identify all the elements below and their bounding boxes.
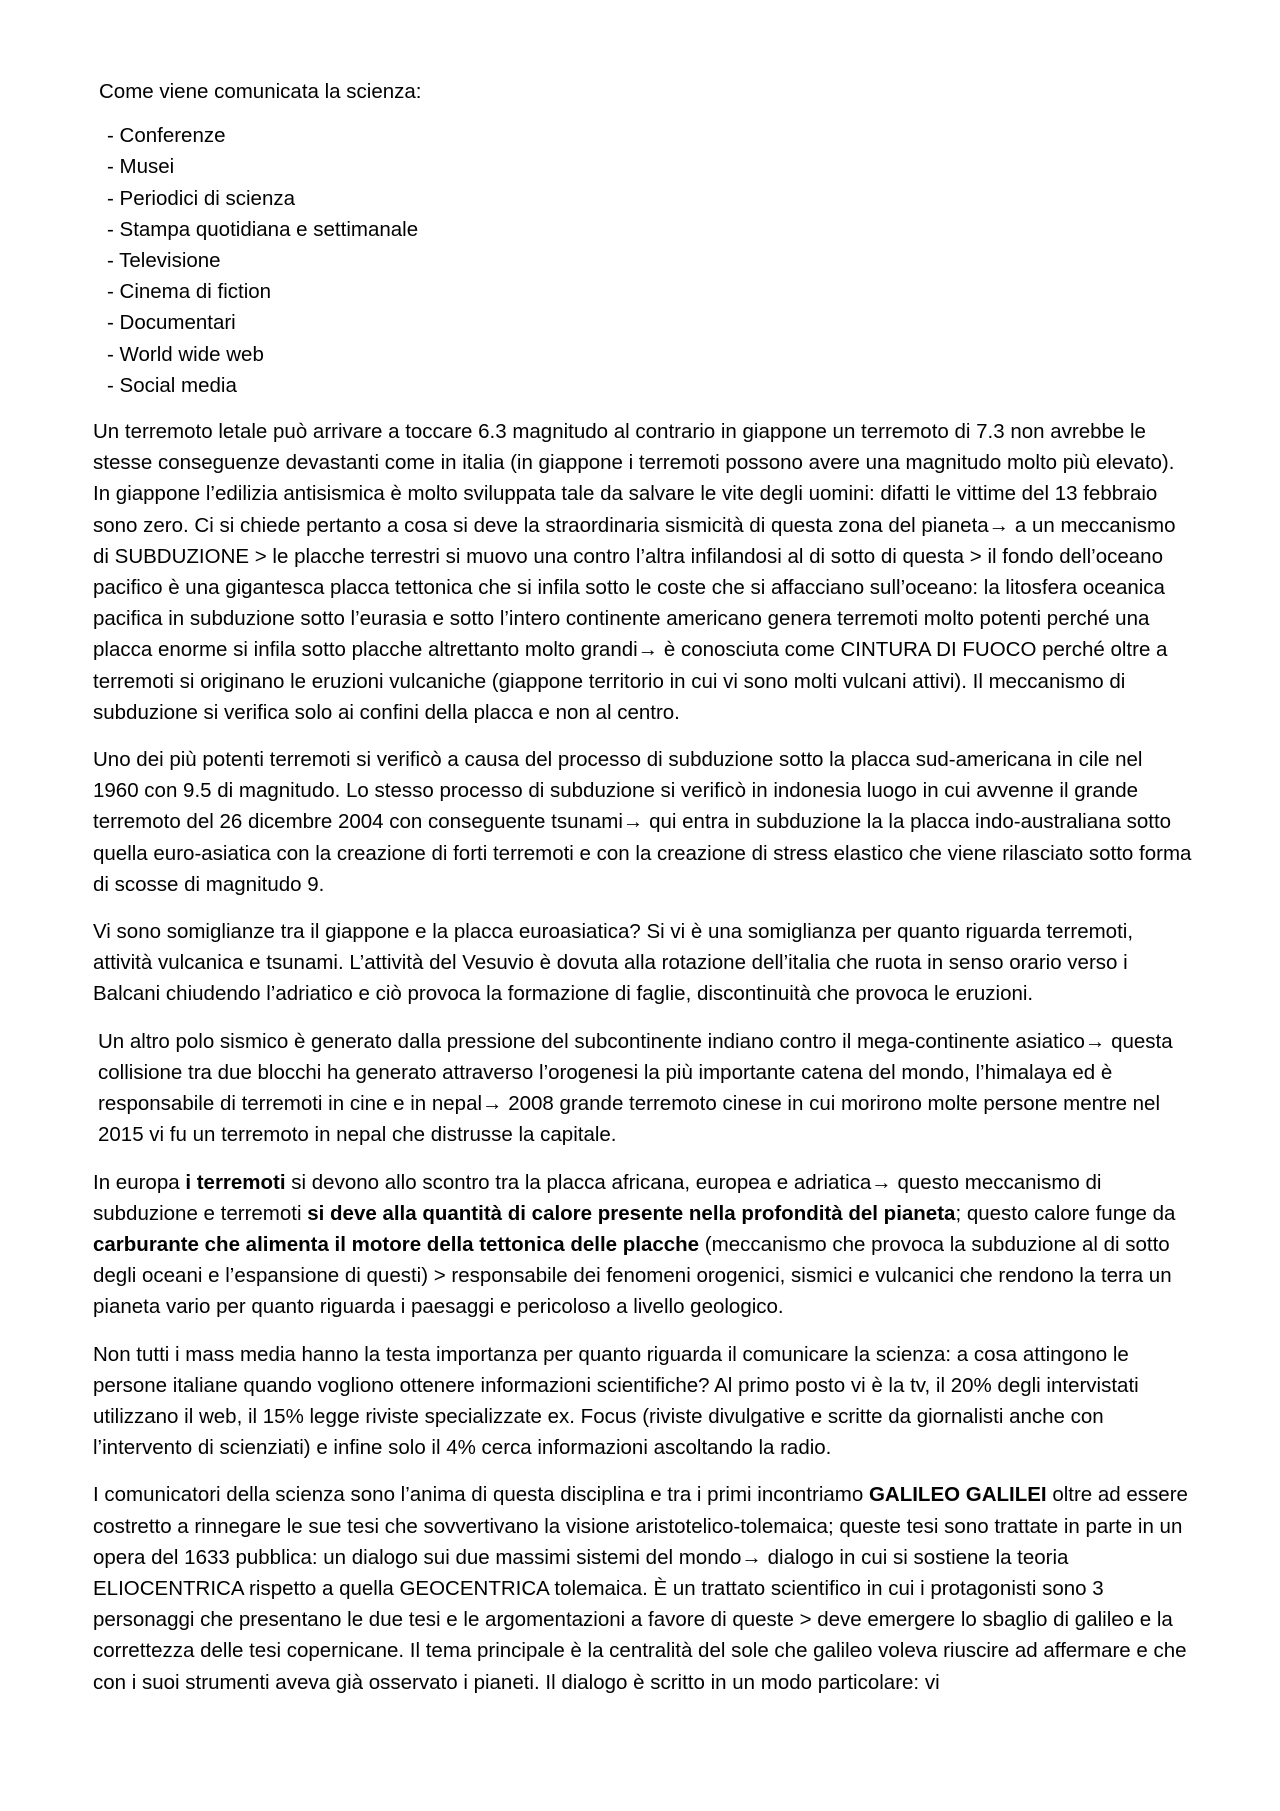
paragraph-chile-indonesia: Uno dei più potenti terremoti si verificò a causa del processo di subduzione sotto la placca sud-americana in cile nel 1960 con 9.5 di magnitudo. Lo stesso processo di subduzione si verificò in indonesia luogo in cui avvenne il grande terremoto del 26 dicembre 2004 con conseguente tsunami→ qui entra in subduzione la la placca indo-australiana sotto quella euro-asiatica con la creazione di forti terremoti e con la creazione di stress elastico che viene rilasciato sotto forma di scosse di magnitudo 9. xyxy=(93,748,1192,896)
document-page xyxy=(93,76,1193,1714)
intro-heading: Come viene comunicata la scienza: xyxy=(99,80,422,103)
paragraph-himalaya: Un altro polo sismico è generato dalla pressione del subcontinente indiano contro il mega-continente asiatico→ questa collisione tra due blocchi ha generato attraverso l’orogenesi la più importante catena del mondo, l’himalaya ed è responsabile di terremoti in cine e in nepal→ 2008 grande terremoto cinese in cui morirono molte persone mentre nel 2015 vi fu un terremoto in nepal che distrusse la capitale. xyxy=(98,1029,1173,1147)
text-span: I comunicatori della scienza sono l’anima di questa disciplina e tra i primi incontriamo xyxy=(93,1483,869,1507)
paragraph-similarities: Vi sono somiglianze tra il giappone e la placca euroasiatica? Si vi è una somiglianza per quanto riguarda terremoti, attività vulcanica e tsunami. L’attività del Vesuvio è dovuta alla rotazione dell’italia che ruota in senso orario verso i Balcani chiudendo l’adriatico e ciò provoca la formazione di faglie, discontinuità che provoca le eruzioni. xyxy=(93,920,1134,1006)
list-item: - Social media xyxy=(107,373,237,397)
text-span: In europa xyxy=(93,1170,186,1194)
list-item: - World wide web xyxy=(107,342,264,366)
bold-span: carburante che alimenta il motore della tettonica delle placche xyxy=(93,1232,700,1256)
list-item: - Cinema di fiction xyxy=(107,280,272,304)
bold-span: i terremoti xyxy=(185,1170,286,1194)
text-span: ; questo calore funge da xyxy=(955,1201,1176,1225)
text-span: si devono allo scontro tra la placca africana, europea e adriatica→ questo meccanismo di subduzione e terremoti xyxy=(93,1170,1102,1225)
text-span: (meccanismo che provoca la subduzione al di sotto degli oceani e l’espansione di questi) > responsabile dei fenomeni orogenici, sismici e vulcanici che rendono la terra un pianeta vario per quanto riguarda i paesaggi e pericoloso a livello geologico. xyxy=(93,1232,1172,1319)
bold-span: si deve alla quantità di calore presente nella profondità del pianeta xyxy=(307,1201,956,1225)
bold-span: GALILEO GALILEI xyxy=(868,1483,1047,1507)
list-item: - Televisione xyxy=(107,249,221,273)
paragraph-japan-earthquakes: Un terremoto letale può arrivare a toccare 6.3 magnitudo al contrario in giappone un terremoto di 7.3 non avrebbe le stesse conseguenze devastanti come in italia (in giappone i terremoti possono avere una magnitudo molto più elevato). In giappone l’edilizia antisismica è molto sviluppata tale da salvare le vite degli uomini: difatti le vittime del 13 febbraio sono zero. Ci si chiede pertanto a cosa si deve la straordinaria sismicità di questa zona del pianeta→ a un meccanismo di SUBDUZIONE > le placche terrestri si muovo una contro l’altra infilandosi al di sotto di questa > il fondo dell’oceano pacifico è una gigantesca placca tettonica che si infila sotto le coste che si affacciano sull’oceano: la litosfera oceanica pacifica in subduzione sotto l’eurasia e sotto l’intero continente americano genera terremoti molto potenti perché una placca enorme si infila sotto placche altrettanto molto grandi→ è conosciuta come CINTURA DI FUOCO perché oltre a terremoti si originano le eruzioni vulcaniche (giappone territorio in cui vi sono molti vulcani attivi). Il meccanismo di subduzione si verifica solo ai confini della placca e non al centro. xyxy=(93,420,1176,724)
list-item: - Stampa quotidiana e settimanale xyxy=(107,217,419,241)
text-span: oltre ad essere costretto a rinnegare le sue tesi che sovvertivano la visione aristotelico-tolemaica; queste tesi sono trattate in parte in un opera del 1633 pubblica: un dialogo sui due massimi sistemi del mondo→ dialogo in cui si sostiene la teoria ELIOCENTRICA rispetto a quella GEOCENTRICA tolemaica. È un trattato scientifico in cui i protagonisti sono 3 personaggi che presentano le due tesi e le argomentazioni a favore di queste > deve emergere lo sbaglio di galileo e la correttezza delle tesi copernicane. Il tema principale è la centralità del sole che galileo voleva riuscire ad affermare e che con i suoi strumenti aveva già osservato i pianeti. Il dialogo è scritto in un modo particolare: vi xyxy=(93,1483,1188,1694)
list-item: - Documentari xyxy=(107,311,236,335)
paragraph-europe xyxy=(93,1167,1193,1323)
list-item: - Periodici di scienza xyxy=(107,186,295,210)
media-list xyxy=(93,120,1193,401)
list-item: - Conferenze xyxy=(107,124,226,148)
list-item: - Musei xyxy=(107,155,175,179)
paragraph-mass-media: Non tutti i mass media hanno la testa importanza per quanto riguarda il comunicare la scienza: a cosa attingono le persone italiane quando vogliono ottenere informazioni scientifiche? Al primo posto vi è la tv, il 20% degli intervistati utilizzano il web, il 15% legge riviste specializzate ex. Focus (riviste divulgative e scritte da giornalisti anche con l’intervento di scienziati) e infine solo il 4% cerca informazioni ascoltando la radio. xyxy=(93,1342,1139,1460)
paragraph-galileo xyxy=(93,1479,1193,1697)
